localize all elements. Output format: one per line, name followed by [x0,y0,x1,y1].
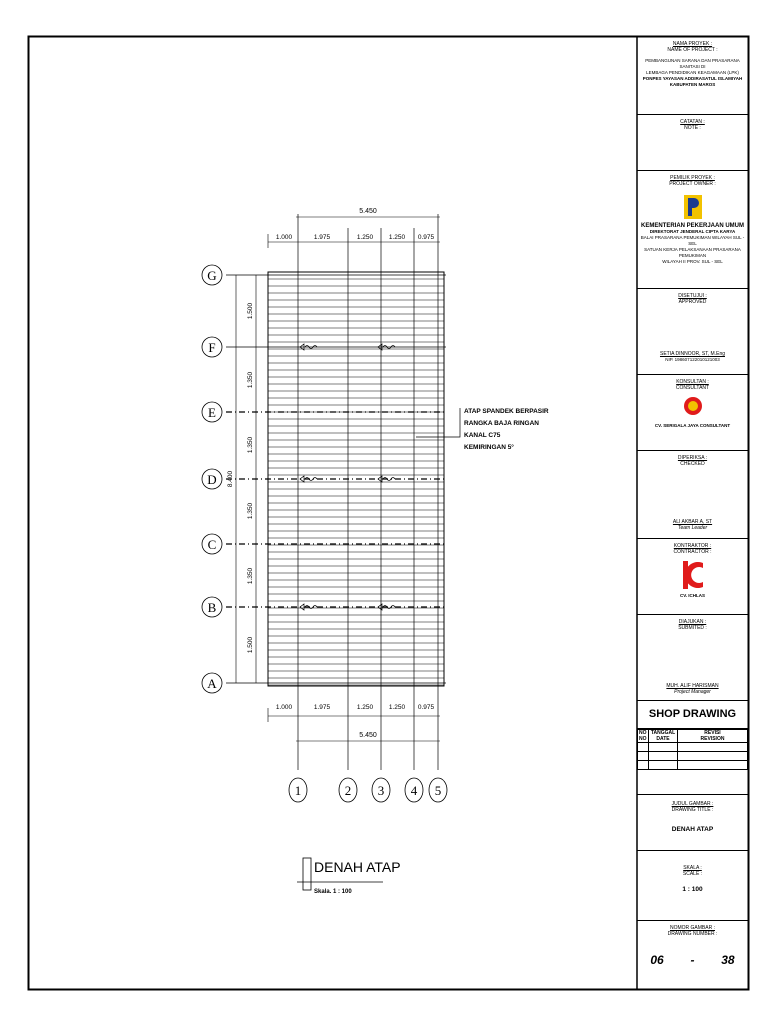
rev-no-label-en: NO [639,736,647,742]
drawing-number-label: NOMOR GAMBAR : [669,925,715,931]
revision-section [637,729,748,795]
note-line: KEMIRINGAN 5° [464,444,514,451]
rev-date-label: TANGGAL [650,730,676,736]
top-span-dim: 0.975 [417,234,435,241]
row-bubble-label: A [207,676,217,691]
column-bubble-label: 4 [410,783,418,798]
bottom-span-dim: 1.000 [275,704,293,711]
note-line: KANAL C75 [464,432,501,439]
column-bubble-label: 3 [377,783,385,798]
contractor-logo-icon [681,559,705,591]
owner-label: PEMILIK PROYEK : [670,175,715,181]
side-span-dim: 1.500 [247,636,254,654]
bottom-span-dim: 1.975 [313,704,331,711]
owner-label-en: PROJECT OWNER : [669,181,716,187]
approver-name: SETIA DINNOOR, ST, M.Eng [659,351,725,357]
side-span-dim: 1.350 [247,436,254,454]
drawing-title-value: DENAH ATAP [671,826,714,833]
checker-name: ALI AKBAR A, ST [672,519,713,525]
pu-logo-icon [682,193,704,221]
row-bubble-label: C [207,537,217,552]
side-span-dim: 1.350 [247,567,254,585]
project-name: PONPES YAYASAN ADDIRASATUL ISLAMIYAH [642,76,743,81]
contractor-label: KONTRAKTOR : [673,543,712,549]
row-bubble-label: E [208,405,216,420]
approved-label: DISETUJUI : [678,293,707,299]
drawing-title-label-en: DRAWING TITLE : [671,807,714,813]
top-span-dim: 1.000 [275,234,293,241]
consultant-section [637,375,748,451]
revision-row [638,752,748,761]
note-line: RANGKA BAJA RINGAN [464,420,539,427]
consultant-name: CV. SERIGALA JAYA CONSULTANT [654,423,731,428]
side-span-dim: 1.500 [247,302,254,320]
consultant-logo-icon [682,395,704,417]
note-section [637,115,748,171]
contractor-section [637,539,748,615]
rev-no-label: NO [639,730,647,736]
top-total-dim: 5.450 [359,208,377,215]
shop-drawing-heading: SHOP DRAWING [648,708,737,720]
owner-name: KEMENTERIAN PEKERJAAN UMUM [640,223,744,229]
column-bubble-label: 5 [434,783,442,798]
top-span-dim: 1.975 [313,234,331,241]
column-grid-lines [298,214,438,770]
rev-label-en: REVISION [700,736,725,742]
top-span-dim: 1.250 [356,234,374,241]
note-line: ATAP SPANDEK BERPASIR [464,408,549,415]
submitted-section [637,615,748,701]
project-line: PEMBANGUNAN SARANA DAN PRASARANA SANITASI DI [645,58,740,69]
checked-label: DIPERIKSA : [677,455,708,461]
bottom-span-dim: 0.975 [417,704,435,711]
checked-label-en: CHECKED [680,461,705,467]
shop-drawing-section [637,701,748,729]
bottom-span-dim: 1.250 [356,704,374,711]
top-span-dim: 1.250 [388,234,406,241]
side-span-dim: 1.350 [247,502,254,520]
column-bubble-label: 2 [344,783,352,798]
owner-line: WILAYAH II PROV. SUL - SEL [662,259,723,264]
drawing-number-sep: - [690,953,695,967]
checker-role: Team Leader [677,525,708,531]
bottom-span-dim: 1.250 [388,704,406,711]
note-label: CATATAN : [680,119,705,125]
project-line: LEMBAGA PENDIDIKAN KEAGAMAAN (LPK) [646,70,739,75]
side-span-dim: 1.350 [247,371,254,389]
roof-ribs [268,279,444,685]
project-label-en: NAME OF PROJECT : [667,47,718,53]
submitter-role: Project Manager [674,689,711,695]
column-grid-bubbles [289,778,447,802]
row-bubble-label: D [207,472,217,487]
contractor-name: CV. ICHLAS [679,593,706,598]
drawing-title-section [637,795,748,851]
consultant-label-en: CONSULTANT [675,385,710,391]
rev-label: REVISI [704,730,721,736]
submitter-name: MUH. ALIF HARISMAN [666,683,719,689]
submitted-label: DIAJUKAN : [678,619,707,625]
submitted-label-en: SUBMITED : [678,625,707,631]
project-section [637,37,748,115]
owner-line: BALAI PRASARANA PEMUKIMAN WILAYAH SUL - SEL [640,235,745,246]
scale-label: SKALA : [683,865,702,871]
row-bubble-label: G [207,268,217,283]
scale-label-en: SCALE : [682,871,703,877]
drawing-number-a: 06 [650,953,664,967]
scale-value: 1 : 100 [682,886,703,893]
approved-label-en: APPROVED [678,299,707,305]
owner-section [637,171,748,289]
note-label-en: NOTE : [684,125,701,131]
revision-row [638,743,748,752]
owner-line: SATUAN KERJA PELAKSANAAN PRASARANA PEMUKIMAN [644,247,741,258]
column-bubble-label: 1 [294,783,302,798]
contractor-label-en: CONTRACTOR : [673,549,712,555]
side-total-dim: 8.400 [227,470,234,488]
drawing-title-label: JUDUL GAMBAR : [671,801,714,807]
drawing-scale: Skala. 1 : 100 [314,889,352,895]
drawing-title: DENAH ATAP [314,859,401,875]
title-block [637,37,748,989]
checked-section [637,451,748,539]
approver-nip: NIP. 198607122010121003 [665,357,720,362]
revision-row [638,761,748,770]
drawing-number-b: 38 [721,953,735,967]
drawing-number-section [637,921,748,989]
bottom-total-dim: 5.450 [359,732,377,739]
rev-date-label-en: DATE [656,736,670,742]
drawing-number-label-en: DRAWING NUMBER : [667,931,718,937]
project-label: NAMA PROYEK : [672,41,713,47]
owner-directorate: DIREKTORAT JENDERAL CIPTA KARYA [649,229,736,234]
approved-section [637,289,748,375]
project-location: KABUPATEN MAROS [669,82,716,87]
revision-table [637,729,748,770]
row-bubble-label: B [207,600,217,615]
row-bubble-label: F [208,340,216,355]
scale-section [637,851,748,921]
consultant-label: KONSULTAN : [676,379,709,385]
